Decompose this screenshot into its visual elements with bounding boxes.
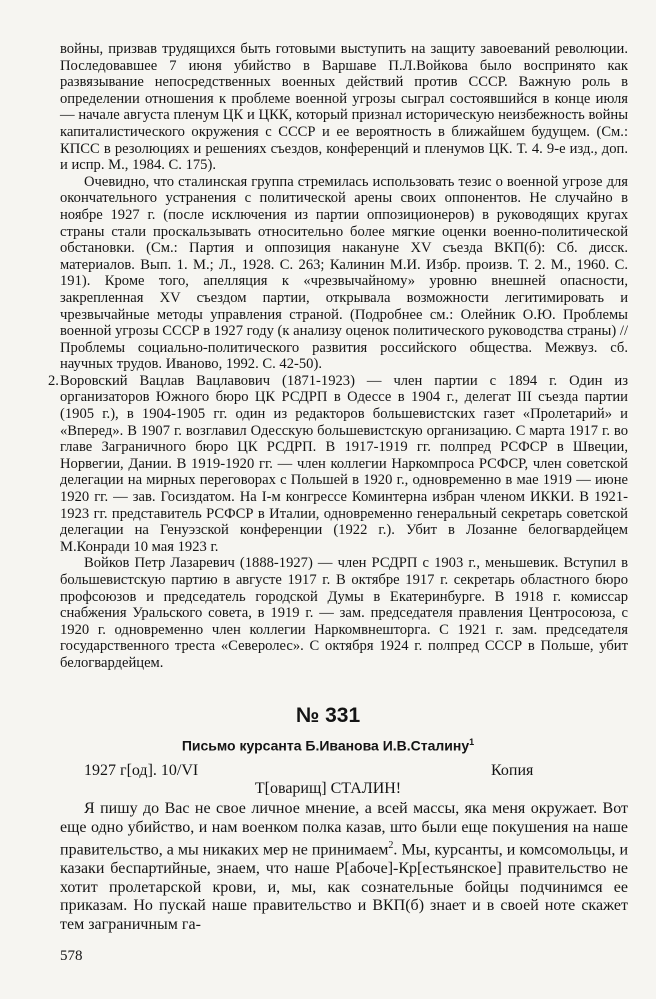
- footnotes-block: [48, 41, 628, 672]
- footnote-number: 2.: [48, 372, 59, 389]
- document-date: 1927 г[од]. 10/VI: [84, 762, 199, 779]
- title-footnote-ref: 1: [469, 737, 475, 747]
- page-number: 578: [60, 948, 83, 964]
- body-footnote-ref: 2: [388, 840, 394, 852]
- copy-label: Копия: [491, 762, 534, 779]
- document-title: [0, 737, 656, 754]
- letter-paragraph: [60, 800, 628, 934]
- salutation: Т[оварищ] СТАЛИН!: [254, 780, 402, 797]
- document-title-text: Письмо курсанта Б.Иванова И.В.Сталину: [181, 737, 470, 754]
- footnote-continuation: войны, призвав трудящихся быть готовыми выступить на защиту завоеваний революции. Последовавшее 7 июня убийство в Варшаве П.Л.Войкова было воспринято как развязывание непосредственных военных действий против СССР. Важную роль в определении отношения к проблеме военной угрозы сыграл состоявшийся в конце июля — начале августа пленум ЦК и ЦКК, который признал историческую неизбежность войны капиталистического окружения с СССР и ее вероятность в ближайшем будущем. (См.: КПСС в резолюциях и решениях съездов, конференций и пленумов ЦК. Т. 4. 9-е изд., доп. и испр. М., 1984. С. 175).: [60, 41, 628, 174]
- footnote-paragraph: Очевидно, что сталинская группа стремилась использовать тезис о военной угрозе для окончательного устранения с политической арены своих оппонентов. Не случайно в ноябре 1927 г. (после исключения из партии оппозиционеров) в руководящих кругах страны стали проскальзывать относительно более мягкие оценки военно-политической обстановки. (См.: Партия и оппозиция накануне XV съезда ВКП(б): Сб. дисск. материалов. Вып. 1. М.; Л., 1928. С. 263; Калинин М.И. Избр. произв. Т. 2. М., 1960. С. 191). Кроме того, апелляция к «чрезвычайному» уровню внешней опасности, закрепленная XV съездом партии, открывала возможности легитимировать и чрезвычайные методы управления страной. (Подробнее см.: Олейник О.Ю. Проблемы военной угрозы СССР в 1927 году (к анализу оценок политического руководства страны) // Проблемы социально-политического развития российского общества. Межвуз. сб. научных трудов. Иваново, 1992. С. 42-50).: [60, 173, 628, 373]
- letter-text-a: Я пишу до Вас не свое личное мнение, а всей массы, яка меня окружает. Вот еще одно убийство, и нам военком полка казав, што были еще покушения на наше правительство, а мы никаких мер не принимаем: [60, 800, 628, 859]
- document-number: № 331: [295, 704, 361, 727]
- footnote-paragraph-voikov: Войков Петр Лазаревич (1888-1927) — член РСДРП с 1903 г., меньшевик. Вступил в большевистскую партию в августе 1917 г. В октябре 1917 г. секретарь областного бюро профсоюзов и председатель городской Думы в Екатеринбурге. В 1918 г. комиссар снабжения Уральского совета, в 1919 г. — зам. председателя правления Центросоюза, с 1920 г. одновременно член коллегии Наркомвнешторга. С 1921 г. зам. председателя государственного треста «Северолес». С октября 1924 г. полпред СССР в Польше, убит белогвардейцем.: [60, 555, 628, 671]
- footnote-2: [48, 372, 628, 556]
- letter-text-b: . Мы, курсанты, и комсомольцы, и казаки беспартийные, знаем, что наше Р[абоче]-Кр[естьянское] правительство не хотит пролетарской крови, и, мы, как сознательные бойцы подчинимся ее приказам. Но пускай наше правительство и ВКП(б) знает и в своей ноте скажет тем заграничным га-: [60, 841, 629, 933]
- footnote-2-text: Воровский Вацлав Вацлавович (1871-1923) — член партии с 1894 г. Один из организаторов Южного бюро ЦК РСДРП в Одессе в 1904 г., делегат III съезда партии (1905 г.), в 1904-1905 гг. один из редакторов большевистских газет «Пролетарий» и «Вперед». В 1907 г. возглавил Одесскую большевистскую организацию. С марта 1917 г. во главе Заграничного бюро ЦК РСДРП. В 1917-1919 гг. полпред РСФСР в Швеции, Норвегии, Дании. В 1919-1920 гг. — член коллегии Наркомпроса РСФСР, член советской делегации на мирных переговорах с Польшей в 1920 г., одновременно в мае 1919 — июне 1920 гг. — зав. Госиздатом. На I-м конгрессе Коминтерна избран членом ИККИ. В 1921-1923 гг. представитель РСФСР в Италии, одновременно генеральный секретарь советской делегации на Генуэзской конференции (1922 г.). Убит в Лозанне белогвардейцем М.Конради 10 мая 1923 г.: [60, 372, 628, 555]
- letter-body: [60, 800, 628, 934]
